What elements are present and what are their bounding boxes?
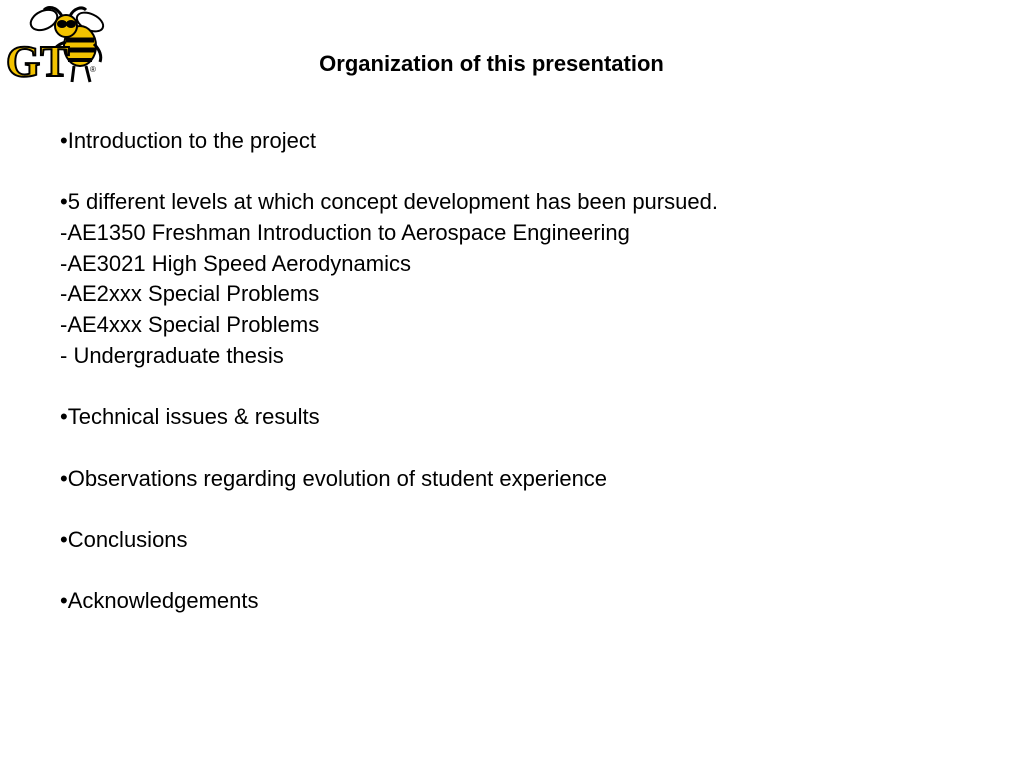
bullet-acknowledgements: •Acknowledgements [60, 588, 259, 614]
blank-line [60, 433, 960, 464]
bullet-levels: •5 different levels at which concept development has been pursued. [60, 189, 718, 215]
slide-title: Organization of this presentation [319, 51, 664, 76]
sub-item-thesis: - Undergraduate thesis [60, 342, 284, 368]
bullet-technical-issues: •Technical issues & results [60, 404, 320, 430]
sub-item-ae4xxx: -AE4xxx Special Problems [60, 312, 320, 338]
bullet-introduction: •Introduction to the project [60, 128, 316, 153]
sub-item-ae3021: -AE3021 High Speed Aerodynamics [60, 250, 411, 276]
blank-line [60, 494, 960, 525]
gt-logo-text: GT [6, 37, 70, 86]
bullet-conclusions: •Conclusions [60, 526, 188, 552]
svg-text:®: ® [90, 65, 96, 74]
sub-item-ae2xxx: -AE2xxx Special Problems [60, 281, 320, 307]
blank-line [60, 372, 960, 403]
blank-line [60, 157, 960, 188]
sub-item-ae1350: -AE1350 Freshman Introduction to Aerospace Engineering [60, 220, 630, 246]
blank-line [60, 556, 960, 587]
slide-content [60, 126, 960, 617]
bullet-observations: •Observations regarding evolution of student experience [60, 465, 608, 491]
